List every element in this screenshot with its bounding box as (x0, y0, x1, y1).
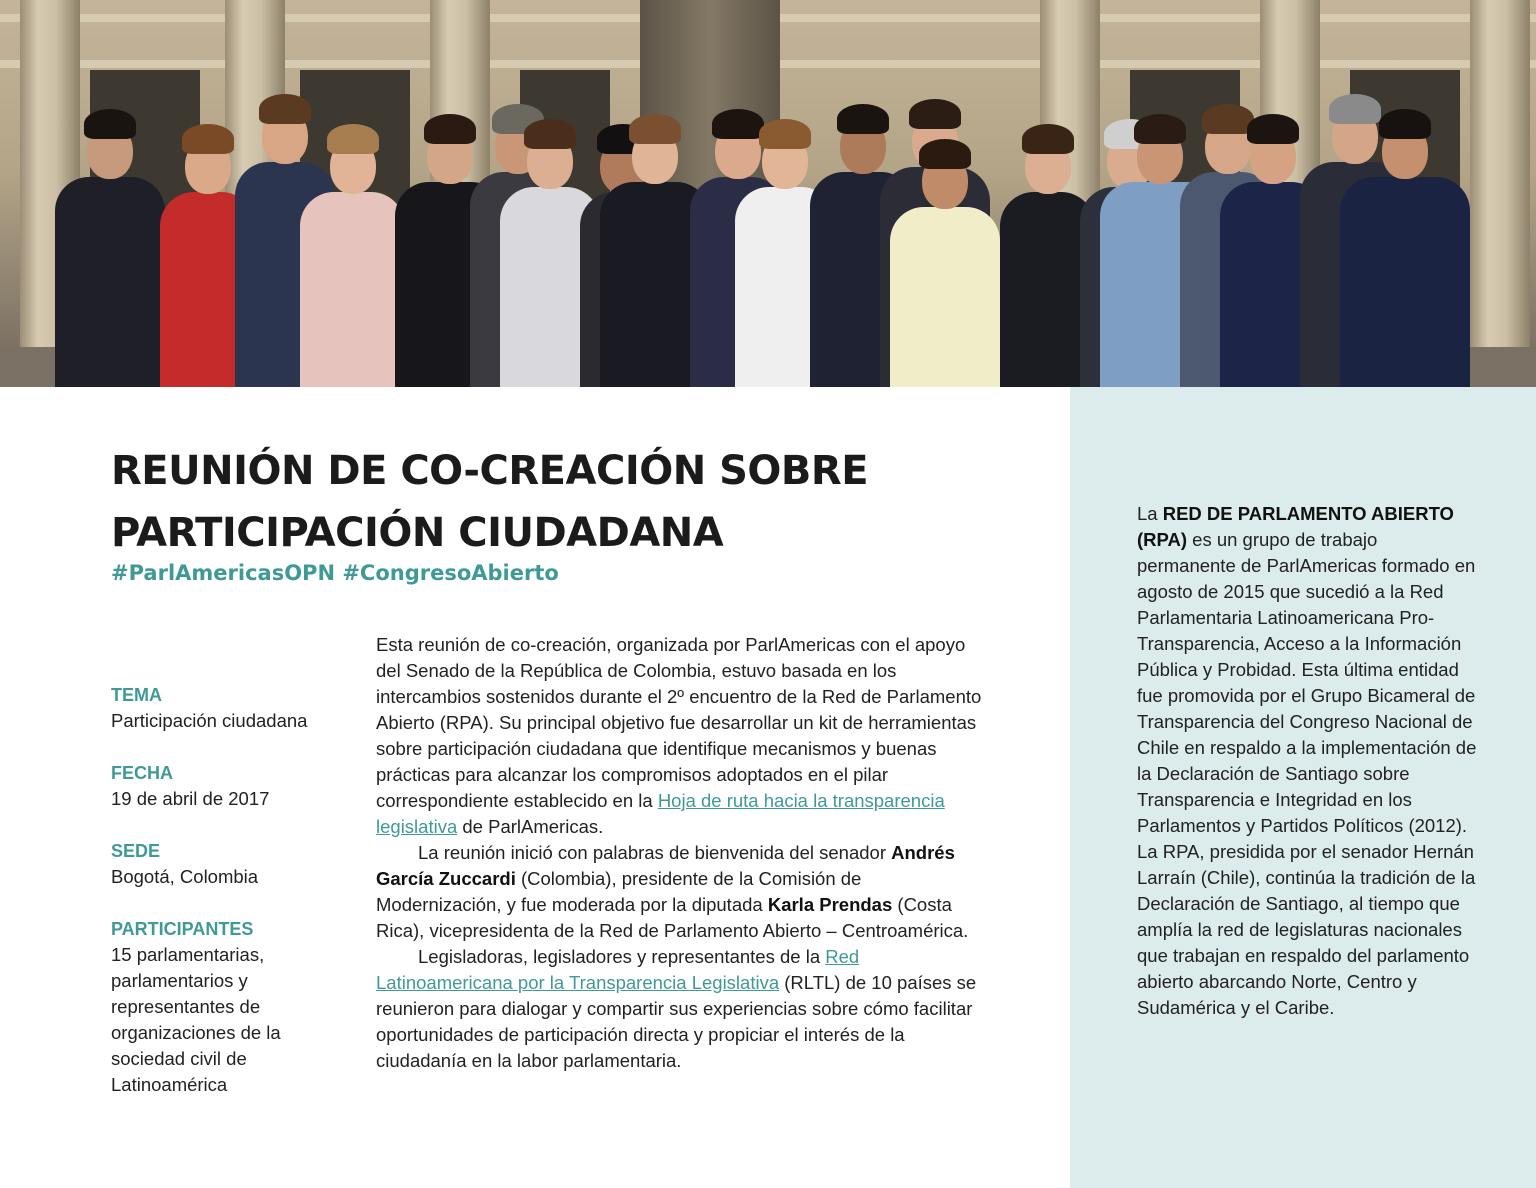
meta-value: Bogotá, Colombia (111, 866, 259, 887)
senator-name: Andrés García Zuccardi (376, 842, 955, 889)
meta-label: FECHA (111, 763, 173, 783)
meta-label: PARTICIPANTES (111, 919, 254, 939)
sidebar-text (1137, 501, 1477, 1021)
title-line-2: PARTICIPACIÓN CIUDADANA (111, 510, 724, 556)
hashtags: #ParlAmericasOPN #CongresoAbierto (111, 561, 559, 585)
column (1470, 0, 1530, 387)
roadmap-link[interactable]: Hoja de ruta hacia la transparencia legislativa (376, 790, 945, 837)
paragraph-text: Legisladoras, legisladores y representantes de la (418, 946, 826, 967)
paragraph-text: (Costa Rica), vicepresidenta de la Red de Parlamento Abierto – Centroamérica. (376, 894, 969, 941)
meta-sede (111, 838, 341, 890)
paragraph-1 (376, 632, 986, 840)
deputy-name: Karla Prendas (767, 894, 893, 915)
title-line-1: REUNIÓN DE CO-CREACIÓN SOBRE (111, 448, 869, 494)
sidebar-panel (1070, 387, 1536, 1188)
person-figure (890, 147, 1000, 387)
meta-value: 19 de abril de 2017 (111, 788, 270, 809)
article-body (376, 632, 986, 1074)
paragraph-text: (Colombia), presidente de la Comisión de Modernización, y fue moderada por la diputada (376, 868, 862, 915)
person-figure (1340, 117, 1470, 387)
meta-value: 15 parlamentarias, parlamentarios y representantes de organizaciones de la sociedad civil de Latinoamérica (111, 944, 281, 1095)
sidebar-rpa-name: RED DE PARLAMENTO ABIERTO (RPA) (1137, 503, 1454, 550)
paragraph-text: Esta reunión de co-creación, organizada por ParlAmericas con el apoyo del Senado de la República de Colombia, estuvo basada en los intercambios sostenidos durante el 2º encuentro de la Red de Parlamento Abierto (RPA). Su principal objetivo fue desarrollar un kit de herramientas sobre participación ciudadana que identifique mecanismos y buenas prácticas para alcanzar los compromisos adoptados en el pilar correspondiente establecido en la (376, 634, 982, 811)
meta-participantes (111, 916, 341, 1098)
meta-label: TEMA (111, 685, 162, 705)
paragraph-text: de ParlAmericas. (457, 816, 604, 837)
meta-tema (111, 682, 341, 734)
meta-label: SEDE (111, 841, 161, 861)
sidebar-body: es un grupo de trabajo permanente de ParlAmericas formado en agosto de 2015 que sucedió a la Red Parlamentaria Latinoamericana Pro-Transparencia, Acceso a la Información Pública y Probidad. Esta última entidad fue promovida por el Grupo Bicameral de Transparencia del Congreso Nacional de Chile en respaldo a la implementación de la Declaración de Santiago sobre Transparencia e Integridad en los Parlamentos y Partidos Políticos (2012). La RPA, presidida por el senador Hernán Larraín (Chile), continúa la tradición de la Declaración de Santiago, al tiempo que amplía la red de legislaturas nacionales que trabajan en respaldo del parlamento abierto abarcando Norte, Centro y Sudamérica y el Caribe. (1137, 529, 1477, 1018)
group-photo (0, 0, 1536, 387)
paragraph-text: La reunión inició con palabras de bienvenida del senador (418, 842, 892, 863)
rltl-link[interactable]: Red Latinoamericana por la Transparencia Legislativa (376, 946, 860, 993)
paragraph-3 (376, 944, 986, 1074)
paragraph-2 (376, 840, 986, 944)
meta-fecha (111, 760, 341, 812)
page-title (111, 440, 868, 564)
sidebar-lead: La (1137, 503, 1163, 524)
person-figure (55, 117, 165, 387)
paragraph-text: (RLTL) de 10 países se reunieron para dialogar y compartir sus experiencias sobre cómo facilitar oportunidades de participación directa y propiciar el interés de la ciudadanía en la labor parlamentaria. (376, 972, 977, 1071)
person-figure (300, 132, 405, 387)
meta-value: Participación ciudadana (111, 710, 308, 731)
meta-column (111, 682, 341, 1124)
